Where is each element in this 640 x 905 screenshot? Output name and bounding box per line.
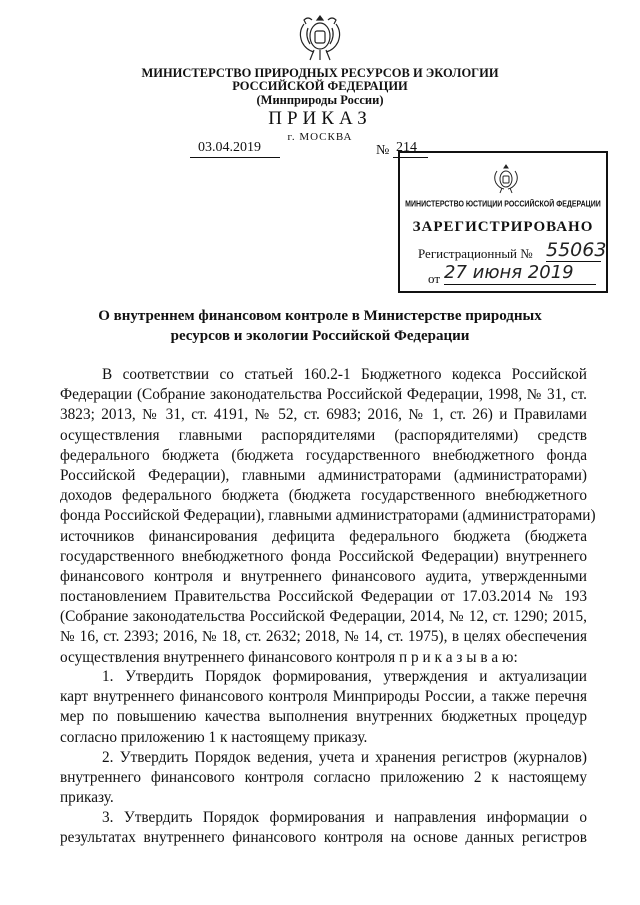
stamp-ministry-name: МИНИСТЕРСТВО ЮСТИЦИИ РОССИЙСКОЙ ФЕДЕРАЦИИ — [405, 200, 601, 209]
text-line: 3. Утвердить Порядок формирования и направления информации о — [102, 809, 587, 826]
text-line: Российской Федерации), главными администраторами (администраторами) — [60, 466, 587, 484]
stamp-reg-number: 55063 — [546, 239, 607, 261]
text-line: финансового контроля и внутреннего финансового аудита, утвержденными — [60, 567, 587, 585]
date-underline — [190, 157, 280, 158]
stamp-from-label: от — [428, 271, 441, 286]
text-line: Федерации (Собрание законодательства Российской Федерации, 1998, № 31, ст. — [60, 386, 587, 404]
text-line: (Собрание законодательства Российской Федерации, 2014, № 12, ст. 1290; 2015, — [60, 608, 587, 626]
text-line: результатах внутреннего финансового контроля на основе данных регистров — [60, 829, 587, 847]
ministry-name-line2: РОССИЙСКОЙ ФЕДЕРАЦИИ — [232, 79, 408, 93]
text-line: согласно приложению 1 к настоящему приказу. — [60, 728, 368, 746]
text-line: федерального бюджета (бюджета государственного внебюджетного фонда — [60, 446, 587, 464]
text-line: осуществления главными распорядителями (распорядителями) средств — [60, 426, 587, 444]
text-line: 3823; 2013, № 31, ст. 4191, № 52, ст. 6983; 2016, № 1, ст. 26) и Правилами — [60, 406, 587, 424]
item-3-paragraph — [60, 808, 587, 848]
stamp-date-underline — [444, 284, 596, 285]
order-title — [90, 306, 550, 346]
ministry-name-line1: МИНИСТЕРСТВО ПРИРОДНЫХ РЕСУРСОВ И ЭКОЛОГИИ — [141, 66, 499, 80]
order-title-line2: ресурсов и экологии Российской Федерации — [170, 328, 470, 344]
text-line: постановлением Правительства Российской Федерации от 17.03.2014 № 193 — [60, 588, 587, 606]
text-line: приказу. — [60, 789, 114, 807]
order-date: 03.04.2019 — [198, 140, 261, 155]
stamp-emblem — [492, 163, 520, 195]
coat-of-arms-emblem — [294, 10, 346, 64]
preamble-paragraph — [60, 365, 596, 668]
text-line: 1. Утвердить Порядок формирования, утверждения и актуализации — [102, 668, 587, 685]
text-line: осуществления внутреннего финансового контроля п р и к а з ы в а ю: — [60, 648, 518, 666]
number-label: № — [376, 143, 390, 158]
document-type: ПРИКАЗ — [268, 108, 372, 129]
stamp-status: ЗАРЕГИСТРИРОВАНО — [412, 219, 594, 235]
text-line: государственного внебюджетного фонда Российской Федерации) внутреннего — [60, 547, 587, 565]
city: г. МОСКВА — [287, 131, 353, 143]
text-line: № 16, ст. 2393; 2016, № 18, ст. 2632; 2018, № 14, ст. 1975), в целях обеспечения — [60, 628, 587, 646]
text-line: доходов федерального бюджета (бюджета государственного внебюджетного — [60, 487, 587, 505]
order-number: 214 — [396, 140, 417, 155]
text-line: 2. Утвердить Порядок ведения, учета и хранения регистров (журналов) — [102, 749, 587, 766]
text-line: фонда Российской Федерации), главными администраторами (администраторами) — [60, 507, 596, 525]
order-title-line1: О внутреннем финансовом контроле в Министерстве природных — [98, 308, 542, 324]
text-line: В соответствии со статьей 160.2-1 Бюджетного кодекса Российской — [102, 366, 587, 383]
stamp-reg-date: 27 июня 2019 — [444, 262, 574, 283]
text-line: мер по повышению качества выполнения внутренних бюджетных процедур — [60, 708, 587, 726]
text-line: внутреннего финансового контроля согласно приложению 2 к настоящему — [60, 769, 587, 787]
stamp-reg-number-label: Регистрационный № — [418, 246, 533, 261]
item-1-paragraph — [60, 667, 587, 748]
item-2-paragraph — [60, 748, 587, 809]
ministry-short-name: (Минприроды России) — [256, 93, 384, 107]
text-line: карт внутреннего финансового контроля Минприроды России, а также перечня — [60, 688, 587, 706]
text-line: источников финансирования дефицита федерального бюджета (бюджета — [60, 527, 587, 545]
registration-stamp — [398, 151, 608, 293]
